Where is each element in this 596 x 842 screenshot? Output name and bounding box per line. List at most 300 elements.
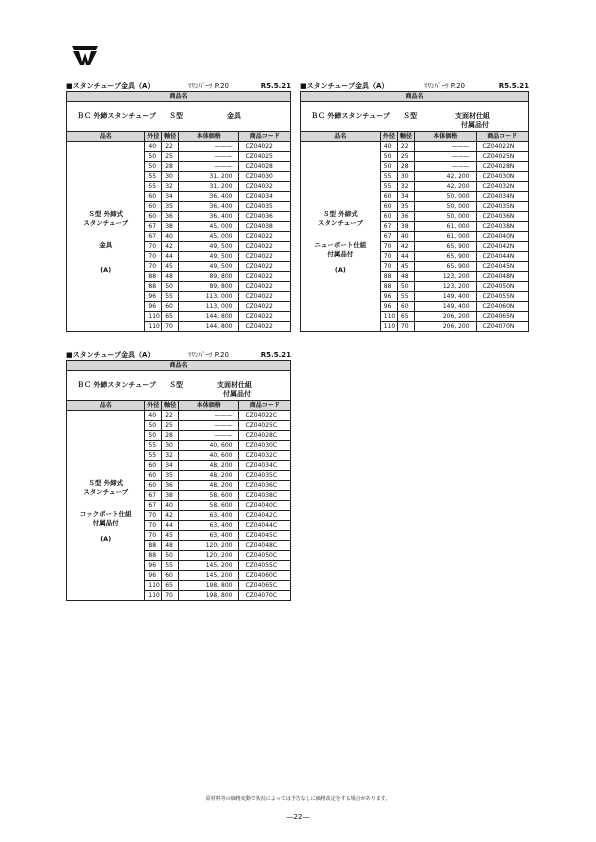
outer-diameter-cell: 67 (380, 232, 397, 242)
product-type: Ｓ型 (169, 112, 183, 120)
product-code-cell: CZ04050C (239, 551, 291, 561)
shaft-diameter-cell: 70 (162, 591, 179, 601)
category-line: (A) (334, 266, 346, 274)
product-code-cell: CZ04070C (239, 591, 291, 601)
section-header (300, 81, 529, 91)
outer-diameter-cell: 70 (145, 531, 162, 541)
col-header-price: 本体価格 (414, 132, 476, 142)
price-cell: 113, 000 (178, 302, 238, 312)
shaft-diameter-cell: 36 (162, 212, 179, 222)
shaft-diameter-cell: 48 (397, 272, 414, 282)
product-code-cell: CZ04034 (239, 192, 291, 202)
shaft-diameter-cell: 65 (162, 581, 179, 591)
shaft-diameter-cell: 42 (162, 511, 179, 521)
section-header (66, 81, 291, 91)
price-cell: 123, 200 (414, 272, 476, 282)
product-code-cell: CZ04032 (239, 182, 291, 192)
col-header-code: 商品コード (476, 132, 528, 142)
table-block-cockport (66, 350, 291, 601)
outer-diameter-cell: 88 (380, 282, 397, 292)
product-code-cell: CZ04022 (239, 322, 291, 332)
shaft-diameter-cell: 44 (397, 252, 414, 262)
price-cell: 31, 200 (178, 182, 238, 192)
col-header-name: 品名 (67, 132, 145, 142)
page-reference: ﾏﾘﾝﾊﾟｰﾂ P.20 (424, 82, 465, 90)
footer-note: 原材料等の価格変動で状況によっては予告なしに価格改定をする場合があります。 (205, 796, 391, 802)
shaft-diameter-cell: 42 (162, 242, 179, 252)
outer-diameter-cell: 55 (145, 441, 162, 451)
price-cell: 144, 800 (178, 312, 238, 322)
price-cell: 50, 000 (414, 212, 476, 222)
outer-diameter-cell: 60 (145, 481, 162, 491)
price-cell: 58, 600 (178, 491, 238, 501)
category-line: 付属品付 (92, 519, 119, 527)
category-cell (67, 142, 145, 332)
category-line: Ｓ型 外締式 (88, 210, 124, 218)
product-code-cell: CZ04036N (476, 212, 528, 222)
product-code-cell: CZ04065C (239, 581, 291, 591)
outer-diameter-cell: 88 (145, 272, 162, 282)
outer-diameter-cell: 88 (145, 551, 162, 561)
outer-diameter-cell: 50 (380, 162, 397, 172)
price-table (300, 91, 529, 332)
product-code-cell: CZ04032N (476, 182, 528, 192)
product-code-cell: CZ04022 (239, 242, 291, 252)
outer-diameter-cell: 50 (380, 152, 397, 162)
price-cell: 58, 600 (178, 501, 238, 511)
product-code-cell: CZ04060N (476, 302, 528, 312)
price-cell: 40, 600 (178, 451, 238, 461)
product-name-main: ＢＣ 外締スタンチューブ (311, 112, 390, 120)
shaft-diameter-cell: 65 (162, 312, 179, 322)
product-code-cell: CZ04036C (239, 481, 291, 491)
revision-date: R5.5.21 (260, 351, 291, 359)
shaft-diameter-cell: 55 (397, 292, 414, 302)
product-name-cell (67, 102, 291, 132)
shaft-diameter-cell: 32 (162, 451, 179, 461)
shaft-diameter-cell: 36 (162, 481, 179, 491)
product-code-cell: CZ04035C (239, 471, 291, 481)
product-code-cell: CZ04030N (476, 172, 528, 182)
col-header-outer-diameter: 外径 (145, 132, 162, 142)
revision-date: R5.5.21 (498, 82, 529, 90)
price-cell: 42, 200 (414, 182, 476, 192)
category-line: スタンチューブ (317, 219, 363, 227)
category-line: 金具 (99, 241, 113, 249)
product-code-cell: CZ04022 (239, 302, 291, 312)
price-cell: 65, 900 (414, 242, 476, 252)
product-code-cell: CZ04048N (476, 272, 528, 282)
category-cell (67, 411, 145, 601)
outer-diameter-cell: 67 (145, 222, 162, 232)
page-number: ―22― (286, 813, 310, 821)
price-cell: 89, 800 (178, 282, 238, 292)
product-code-cell: CZ04045N (476, 262, 528, 272)
outer-diameter-cell: 50 (145, 421, 162, 431)
outer-diameter-cell: 70 (145, 262, 162, 272)
product-code-cell: CZ04045C (239, 531, 291, 541)
outer-diameter-cell: 70 (145, 242, 162, 252)
price-cell: 40, 600 (178, 441, 238, 451)
product-name-main: ＢＣ 外締スタンチューブ (77, 381, 156, 389)
price-cell: 149, 400 (414, 302, 476, 312)
product-name-header: 商品名 (67, 361, 291, 371)
product-code-cell: CZ04022 (239, 252, 291, 262)
shaft-diameter-cell: 34 (162, 461, 179, 471)
outer-diameter-cell: 96 (380, 302, 397, 312)
product-variant-line2: 付属品付 (223, 390, 251, 398)
price-cell: 145, 200 (178, 571, 238, 581)
product-variant-line2: 付属品付 (461, 121, 489, 129)
price-cell: 31, 200 (178, 172, 238, 182)
shaft-diameter-cell: 38 (397, 222, 414, 232)
outer-diameter-cell: 96 (380, 292, 397, 302)
shaft-diameter-cell: 36 (397, 212, 414, 222)
shaft-diameter-cell: 35 (162, 471, 179, 481)
outer-diameter-cell: 60 (145, 202, 162, 212)
shaft-diameter-cell: 40 (397, 232, 414, 242)
outer-diameter-cell: 67 (145, 232, 162, 242)
shaft-diameter-cell: 48 (162, 272, 179, 282)
product-code-cell: CZ04022 (239, 282, 291, 292)
table-row (301, 142, 529, 152)
outer-diameter-cell: 50 (145, 431, 162, 441)
outer-diameter-cell: 50 (145, 162, 162, 172)
product-code-cell: CZ04044C (239, 521, 291, 531)
product-variant-line1: 支面材仕組 (217, 381, 252, 389)
price-cell: ——— (178, 142, 238, 152)
price-cell: 206, 200 (414, 322, 476, 332)
shaft-diameter-cell: 45 (162, 262, 179, 272)
product-code-cell: CZ04036 (239, 212, 291, 222)
product-code-cell: CZ04025C (239, 421, 291, 431)
revision-date: R5.5.21 (260, 82, 291, 90)
price-cell: 123, 200 (414, 282, 476, 292)
section-title: ■スタンチューブ金具（A） (66, 351, 155, 359)
price-cell: 48, 200 (178, 461, 238, 471)
product-variant-line1: 金具 (227, 112, 241, 120)
product-code-cell: CZ04070N (476, 322, 528, 332)
product-code-cell: CZ04025N (476, 152, 528, 162)
price-cell: 120, 200 (178, 551, 238, 561)
product-code-cell: CZ04022 (239, 142, 291, 152)
outer-diameter-cell: 96 (145, 571, 162, 581)
price-cell: 49, 500 (178, 242, 238, 252)
product-code-cell: CZ04022C (239, 411, 291, 421)
product-code-cell: CZ04022 (239, 312, 291, 322)
product-code-cell: CZ04022 (239, 272, 291, 282)
category-line: コックポート仕組 (79, 510, 132, 518)
shaft-diameter-cell: 28 (162, 162, 179, 172)
outer-diameter-cell: 96 (145, 292, 162, 302)
shaft-diameter-cell: 60 (162, 571, 179, 581)
price-cell: 198, 800 (178, 581, 238, 591)
shaft-diameter-cell: 48 (162, 541, 179, 551)
outer-diameter-cell: 110 (145, 581, 162, 591)
price-cell: ——— (414, 152, 476, 162)
col-header-name: 品名 (301, 132, 381, 142)
shaft-diameter-cell: 40 (162, 232, 179, 242)
price-cell: 145, 200 (178, 561, 238, 571)
product-variant-line2 (227, 121, 233, 129)
category-line: Ｓ型 外締式 (88, 479, 124, 487)
outer-diameter-cell: 60 (145, 212, 162, 222)
shaft-diameter-cell: 32 (397, 182, 414, 192)
price-cell: 36, 400 (178, 212, 238, 222)
tw-logo-icon (70, 44, 100, 66)
shaft-diameter-cell: 35 (162, 202, 179, 212)
price-cell: 48, 200 (178, 471, 238, 481)
price-cell: 113, 000 (178, 292, 238, 302)
outer-diameter-cell: 110 (145, 322, 162, 332)
product-variant (217, 381, 252, 399)
price-cell: 65, 900 (414, 262, 476, 272)
col-header-code: 商品コード (239, 132, 291, 142)
price-cell: 36, 400 (178, 192, 238, 202)
shaft-diameter-cell: 38 (162, 222, 179, 232)
product-code-cell: CZ04022N (476, 142, 528, 152)
category-line: スタンチューブ (83, 488, 129, 496)
price-cell: 206, 200 (414, 312, 476, 322)
outer-diameter-cell: 96 (145, 302, 162, 312)
price-cell: 198, 800 (178, 591, 238, 601)
product-code-cell: CZ04042C (239, 511, 291, 521)
product-code-cell: CZ04034N (476, 192, 528, 202)
product-code-cell: CZ04032C (239, 451, 291, 461)
product-name-cell (301, 102, 529, 132)
product-variant (227, 112, 241, 130)
product-name-main: ＢＣ 外締スタンチューブ (77, 112, 156, 120)
shaft-diameter-cell: 38 (162, 491, 179, 501)
shaft-diameter-cell: 50 (397, 282, 414, 292)
outer-diameter-cell: 70 (380, 262, 397, 272)
shaft-diameter-cell: 30 (162, 441, 179, 451)
shaft-diameter-cell: 44 (162, 521, 179, 531)
outer-diameter-cell: 88 (380, 272, 397, 282)
shaft-diameter-cell: 70 (162, 322, 179, 332)
product-code-cell: CZ04025 (239, 152, 291, 162)
outer-diameter-cell: 67 (145, 501, 162, 511)
outer-diameter-cell: 40 (145, 411, 162, 421)
price-cell: 63, 400 (178, 511, 238, 521)
price-cell: 42, 200 (414, 172, 476, 182)
shaft-diameter-cell: 70 (397, 322, 414, 332)
shaft-diameter-cell: 55 (162, 292, 179, 302)
product-code-cell: CZ04028N (476, 162, 528, 172)
shaft-diameter-cell: 60 (397, 302, 414, 312)
shaft-diameter-cell: 55 (162, 561, 179, 571)
product-code-cell: CZ04040N (476, 232, 528, 242)
product-code-cell: CZ04030 (239, 172, 291, 182)
category-line: 付属品付 (327, 250, 354, 258)
product-code-cell: CZ04055N (476, 292, 528, 302)
outer-diameter-cell: 110 (380, 322, 397, 332)
price-cell: ——— (414, 162, 476, 172)
col-header-code: 商品コード (239, 401, 291, 411)
col-header-name: 品名 (67, 401, 145, 411)
outer-diameter-cell: 60 (380, 192, 397, 202)
shaft-diameter-cell: 50 (162, 551, 179, 561)
outer-diameter-cell: 50 (145, 152, 162, 162)
outer-diameter-cell: 67 (145, 491, 162, 501)
outer-diameter-cell: 110 (380, 312, 397, 322)
category-cell (301, 142, 381, 332)
price-cell: 61, 000 (414, 222, 476, 232)
shaft-diameter-cell: 65 (397, 312, 414, 322)
shaft-diameter-cell: 60 (162, 302, 179, 312)
product-code-cell: CZ04038 (239, 222, 291, 232)
price-cell: 36, 400 (178, 202, 238, 212)
price-cell: 149, 400 (414, 292, 476, 302)
price-cell: ——— (178, 421, 238, 431)
shaft-diameter-cell: 22 (162, 411, 179, 421)
category-line: ニューポート仕組 (314, 241, 367, 249)
product-name-cell (67, 371, 291, 401)
product-code-cell: CZ04055C (239, 561, 291, 571)
price-cell: 50, 000 (414, 202, 476, 212)
price-cell: ——— (178, 411, 238, 421)
outer-diameter-cell: 40 (380, 142, 397, 152)
product-type: Ｓ型 (403, 112, 417, 120)
col-header-price: 本体価格 (178, 401, 238, 411)
product-code-cell: CZ04028C (239, 431, 291, 441)
table-block-kanagu (66, 81, 291, 332)
shaft-diameter-cell: 34 (397, 192, 414, 202)
outer-diameter-cell: 70 (145, 511, 162, 521)
product-code-cell: CZ04048C (239, 541, 291, 551)
section-title: ■スタンチューブ金具（A） (300, 82, 389, 90)
outer-diameter-cell: 40 (145, 142, 162, 152)
table-row (67, 142, 291, 152)
price-cell: ——— (178, 431, 238, 441)
price-cell: 49, 500 (178, 262, 238, 272)
price-cell: 120, 200 (178, 541, 238, 551)
price-cell: 144, 800 (178, 322, 238, 332)
outer-diameter-cell: 67 (380, 222, 397, 232)
product-code-cell: CZ04050N (476, 282, 528, 292)
page-reference: ﾏﾘﾝﾊﾟｰﾂ P.20 (188, 351, 229, 359)
product-code-cell: CZ04028 (239, 162, 291, 172)
col-header-shaft-diameter: 軸径 (162, 401, 179, 411)
price-cell: 65, 900 (414, 252, 476, 262)
product-code-cell: CZ04060C (239, 571, 291, 581)
outer-diameter-cell: 60 (145, 192, 162, 202)
category-line: Ｓ型 外締式 (323, 210, 358, 218)
outer-diameter-cell: 55 (145, 451, 162, 461)
outer-diameter-cell: 110 (145, 591, 162, 601)
shaft-diameter-cell: 28 (397, 162, 414, 172)
col-header-outer-diameter: 外径 (380, 132, 397, 142)
outer-diameter-cell: 70 (380, 242, 397, 252)
shaft-diameter-cell: 25 (162, 152, 179, 162)
product-code-cell: CZ04044N (476, 252, 528, 262)
product-variant-line1: 支面材仕組 (455, 112, 490, 120)
shaft-diameter-cell: 44 (162, 252, 179, 262)
product-code-cell: CZ04035 (239, 202, 291, 212)
price-cell: 45, 000 (178, 232, 238, 242)
outer-diameter-cell: 88 (145, 282, 162, 292)
product-variant (455, 112, 490, 130)
product-type: Ｓ型 (169, 381, 183, 389)
outer-diameter-cell: 60 (145, 461, 162, 471)
category-line: (A) (100, 535, 112, 543)
shaft-diameter-cell: 42 (397, 242, 414, 252)
outer-diameter-cell: 70 (145, 521, 162, 531)
page-reference: ﾏﾘﾝﾊﾟｰﾂ P.20 (188, 82, 229, 90)
price-cell: ——— (414, 142, 476, 152)
product-code-cell: CZ04022 (239, 292, 291, 302)
section-title: ■スタンチューブ金具（A） (66, 82, 155, 90)
price-cell: 50, 000 (414, 192, 476, 202)
outer-diameter-cell: 96 (145, 561, 162, 571)
shaft-diameter-cell: 34 (162, 192, 179, 202)
table-block-newport (300, 81, 529, 332)
shaft-diameter-cell: 22 (162, 142, 179, 152)
product-name-header: 商品名 (67, 92, 291, 102)
shaft-diameter-cell: 25 (162, 421, 179, 431)
product-code-cell: CZ04065N (476, 312, 528, 322)
shaft-diameter-cell: 45 (397, 262, 414, 272)
outer-diameter-cell: 60 (380, 212, 397, 222)
shaft-diameter-cell: 32 (162, 182, 179, 192)
shaft-diameter-cell: 50 (162, 282, 179, 292)
price-cell: 49, 500 (178, 252, 238, 262)
product-code-cell: CZ04040C (239, 501, 291, 511)
category-line: スタンチューブ (83, 219, 129, 227)
col-header-shaft-diameter: 軸径 (397, 132, 414, 142)
price-cell: ——— (178, 152, 238, 162)
shaft-diameter-cell: 30 (397, 172, 414, 182)
product-code-cell: CZ04030C (239, 441, 291, 451)
category-line: (A) (100, 266, 112, 274)
product-code-cell: CZ04038C (239, 491, 291, 501)
product-code-cell: CZ04035N (476, 202, 528, 212)
outer-diameter-cell: 70 (145, 252, 162, 262)
col-header-shaft-diameter: 軸径 (162, 132, 179, 142)
outer-diameter-cell: 88 (145, 541, 162, 551)
price-cell: 61, 000 (414, 232, 476, 242)
price-cell: 48, 200 (178, 481, 238, 491)
shaft-diameter-cell: 40 (162, 501, 179, 511)
price-cell: 89, 800 (178, 272, 238, 282)
outer-diameter-cell: 55 (145, 172, 162, 182)
shaft-diameter-cell: 30 (162, 172, 179, 182)
table-row (67, 411, 291, 421)
price-table (66, 91, 291, 332)
price-cell: 45, 000 (178, 222, 238, 232)
outer-diameter-cell: 70 (380, 252, 397, 262)
product-name-header: 商品名 (301, 92, 529, 102)
outer-diameter-cell: 55 (145, 182, 162, 192)
col-header-outer-diameter: 外径 (145, 401, 162, 411)
section-header (66, 350, 291, 360)
col-header-price: 本体価格 (178, 132, 238, 142)
price-cell: ——— (178, 162, 238, 172)
price-cell: 63, 400 (178, 531, 238, 541)
outer-diameter-cell: 55 (380, 182, 397, 192)
outer-diameter-cell: 110 (145, 312, 162, 322)
price-cell: 63, 400 (178, 521, 238, 531)
shaft-diameter-cell: 35 (397, 202, 414, 212)
shaft-diameter-cell: 45 (162, 531, 179, 541)
shaft-diameter-cell: 22 (397, 142, 414, 152)
product-code-cell: CZ04042N (476, 242, 528, 252)
product-code-cell: CZ04038N (476, 222, 528, 232)
outer-diameter-cell: 60 (380, 202, 397, 212)
shaft-diameter-cell: 25 (397, 152, 414, 162)
shaft-diameter-cell: 28 (162, 431, 179, 441)
price-table (66, 360, 291, 601)
